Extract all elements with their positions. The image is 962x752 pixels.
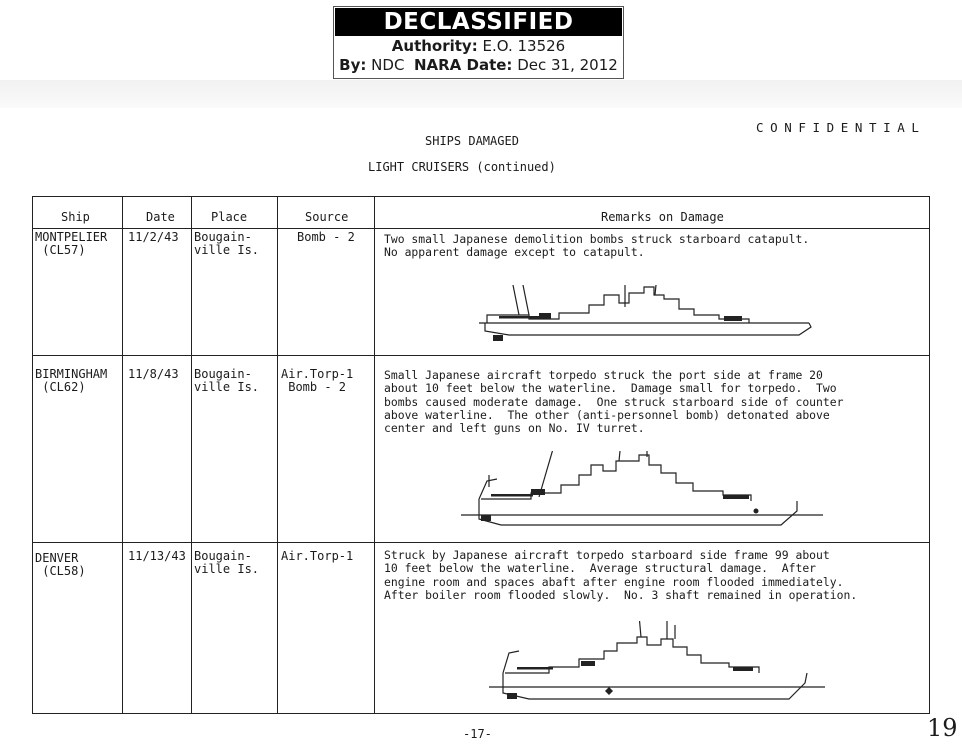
table-row-ship: DENVER (CL58) <box>35 551 86 578</box>
row-divider <box>33 355 929 356</box>
table-row-place: Bougain- ville Is. <box>194 230 260 257</box>
page-number: -17- <box>463 727 492 741</box>
damage-table <box>32 196 930 714</box>
column-header-source: Source <box>305 210 349 224</box>
stamp-authority-label: Authority: <box>391 37 478 55</box>
stamp-by-value: NDC <box>371 56 405 74</box>
column-header-remarks: Remarks on Damage <box>601 210 724 224</box>
row-divider <box>33 542 929 543</box>
table-row-date: 11/8/43 <box>128 367 179 381</box>
column-divider <box>374 197 375 713</box>
column-header-date: Date <box>146 210 175 224</box>
table-row-source: Air.Torp-1 <box>281 549 354 563</box>
ship-silhouette-birmingham <box>461 451 831 531</box>
table-row-date: 11/13/43 <box>128 549 186 563</box>
column-header-ship: Ship <box>61 210 90 224</box>
page-subtitle: LIGHT CRUISERS (continued) <box>368 160 556 174</box>
page-title: SHIPS DAMAGED <box>425 134 519 148</box>
ship-silhouette-montpelier <box>479 285 819 351</box>
scan-shading <box>0 80 962 108</box>
column-divider <box>191 197 192 713</box>
table-row-remarks: Small Japanese aircraft torpedo struck the port side at frame 20 about 10 feet below the waterline. Damage small for torpedo. Two bombs caused moderate damage. One struck starboard side of counter above waterline. The other (anti-personnel bomb) detonated above center and left guns on No. IV turret. <box>384 368 844 436</box>
table-row-source: Bomb - 2 <box>297 230 355 244</box>
classification-marking: CONFIDENTIAL <box>756 120 926 135</box>
table-row-remarks: Struck by Japanese aircraft torpedo starboard side frame 99 about 10 feet below the waterline. Average structural damage. After engine room and spaces abaft after engine room flooded immediately. After boiler room flooded slowly. No. 3 shaft remained in operation. <box>384 548 858 602</box>
table-row-ship: MONTPELIER (CL57) <box>35 230 108 257</box>
stamp-nara-value: Dec 31, 2012 <box>517 56 618 74</box>
column-divider <box>122 197 123 713</box>
stamp-authority-value: E.O. 13526 <box>482 37 566 55</box>
ship-silhouette-denver <box>489 621 829 703</box>
handwritten-page-number: 19 <box>927 714 958 742</box>
header-divider <box>33 228 929 229</box>
column-divider <box>277 197 278 713</box>
table-row-source: Air.Torp-1 Bomb - 2 <box>281 367 354 394</box>
column-header-place: Place <box>211 210 248 224</box>
table-row-place: Bougain- ville Is. <box>194 367 260 394</box>
declassified-stamp <box>333 6 624 79</box>
table-row-date: 11/2/43 <box>128 230 179 244</box>
stamp-nara-label: NARA Date: <box>413 56 513 74</box>
table-row-ship: BIRMINGHAM (CL62) <box>35 367 108 394</box>
stamp-by-label: By: <box>339 56 367 74</box>
stamp-by-line <box>334 56 623 75</box>
table-row-place: Bougain- ville Is. <box>194 549 260 576</box>
table-row-remarks: Two small Japanese demolition bombs struck starboard catapult. No apparent damage except to catapult. <box>384 232 810 260</box>
stamp-title: DECLASSIFIED <box>335 8 622 36</box>
stamp-authority-line <box>334 37 623 56</box>
